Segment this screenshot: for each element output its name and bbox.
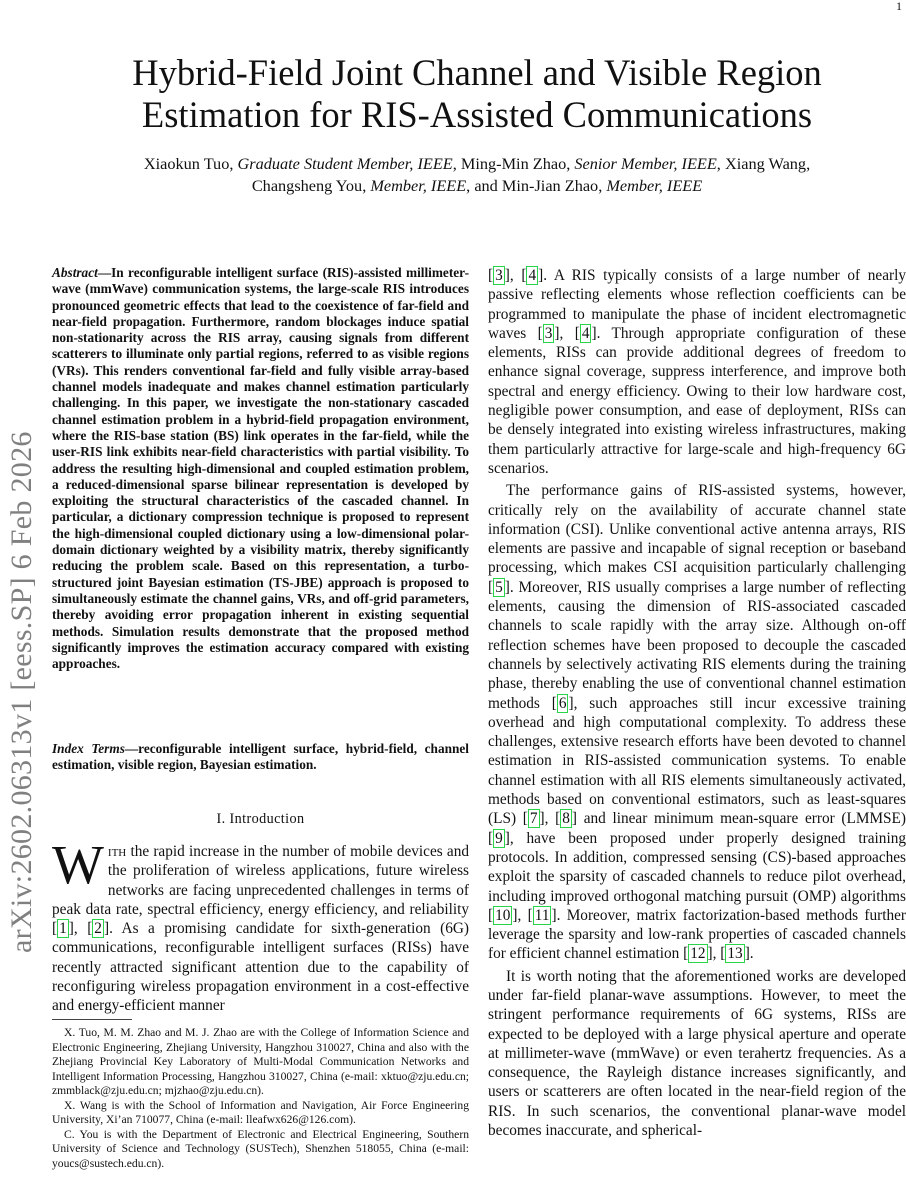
footnote-affiliation: X. Tuo, M. M. Zhao and M. J. Zhao are with the College of Information Science and Electronic Engineering, Zhejiang University, Hangzhou 310027, China and also with the Zhejiang Provincial Key Laboratory of Multi-Modal Communication Networks and Intelligent Information Processing, Hangzhou 310027, China (e-mail: xktuo@zju.edu.cn; zmmblack@zju.edu.cn; mjzhao@zju.edu.cn). [52,1026,469,1097]
arxiv-stamp: arXiv:2602.06313v1 [eess.SP] 6 Feb 2026 [5,431,38,953]
body-paragraph: It is worth noting that the aforementioned works are developed under far-field planar-wave assumptions. However, to meet the stringent performance requirements of 6G systems, RISs are expected to be deployed with a large physical aperture and operate at millimeter-wave (mmWave) or even terahertz frequencies. As a consequence, the Rayleigh distance increases significantly, and users or scatterers are often located in the near-field region of the RIS. In such scenarios, the conventional planar-wave model becomes inaccurate, and spherical- [488,967,906,1140]
citation-link[interactable]: 7 [529,810,538,828]
citation-link[interactable]: 10 [495,906,511,924]
author-name: Ming-Min Zhao [460,154,567,173]
citation-link[interactable]: 4 [528,267,537,284]
citation-link[interactable]: 3 [544,324,553,342]
index-terms-label: Index Terms [52,741,125,756]
author-name: Xiaokun Tuo [143,154,230,173]
citation-link[interactable]: 2 [94,920,102,938]
body-paragraph: [ 3 ], [ 4 ]. A RIS typically consists of a large number of nearly passive reflecting elements whose reflection coefficients can be programmed to manipulate the phase of incident electromagnetic waves [ 3 ], [ 4 ]. Through appropriate configuration of these elements, RISs can provide additional degrees of freedom to enhance signal coverage, suppress interference, and improve both spectral and energy efficiency. Owing to their low hardware cost, negligible power consumption, and ease of deployment, RISs can be densely integrated into existing wireless infrastructures, making them particularly attractive for large-scale and high-frequency 6G scenarios. [488,267,906,477]
author-role: Graduate Student Member, IEEE [237,154,453,173]
citation-link[interactable]: 5 [495,578,503,596]
author-name: Changsheng You [251,176,363,195]
index-terms-text: —reconfigurable intelligent surface, hybrid-field, channel estimation, visible region, Bayesian estimation. [52,741,469,773]
author-role: Member, IEEE [370,176,467,195]
intro-text: the rapid increase in the number of mobile devices and the proliferation of wireless applications, future wireless networks are facing unprecedented challenges in terms of peak data rate, spectral efficiency, energy efficiency, and reliability [ 1 ], [ 2 ]. As a promising candidate for sixth-generation (6G) communications, reconfigurable intelligent surfaces (RISs) have recently attracted significant attention due to the capability of reconfiguring wireless propagation environment in a cost-effective and energy-efficient manner [52,843,469,1015]
citation-link[interactable]: 8 [562,810,570,828]
intro-paragraph [52,834,469,1016]
citation-link[interactable]: 12 [690,945,706,963]
body-paragraph: The performance gains of RIS-assisted systems, however, critically rely on the availability of accurate channel state information (CSI). Unlike conventional active antenna arrays, RIS elements are passive and incapable of signal reception or baseband processing, which makes CSI acquisition particularly challenging [ 5 ]. Moreover, RIS usually comprises a large number of reflecting elements, causing the dimension of RIS-associated cascaded channels to scale rapidly with the array size. Although on-off reflection schemes have been proposed to decouple the cascaded channels by selectively activating RIS elements during the training phase, thereby enabling the use of conventional channel estimation methods [ 6 ], such approaches still incur excessive training overhead and high computational complexity. To address these challenges, extensive research efforts have been devoted to channel estimation in RIS-assisted communication systems. To enable channel estimation with all RIS elements simultaneously activated, methods based on conventional estimators, such as least-squares (LS) [ 7 ], [ 8 ] and linear minimum mean-square error (LMMSE) [ 9 ], have been proposed under properly designed training protocols. In addition, compressed sensing (CS)-based approaches exploit the sparsity of cascaded channels to reduce pilot overhead, including improved orthogonal matching pursuit (OMP) algorithms [ 10 ], [ 11 ]. Moreover, matrix factorization-based methods further leverage the sparsity and low-rank properties of cascaded channels for efficient channel estimation [ 12 ], [ 13 ]. [488,482,906,963]
drop-cap: W [52,834,104,895]
title-line-2: Estimation for RIS-Assisted Communications [141,94,813,135]
intro-lead-caps: ith [107,843,127,860]
citation-link[interactable]: 9 [495,829,503,847]
citation-link[interactable]: 13 [727,945,743,963]
footnote-affiliation: X. Wang is with the School of Information and Navigation, Air Force Engineering University, Xi’an 710077, China (e-mail: lleafwx626@126.com). [52,1098,469,1126]
citation-link[interactable]: 6 [558,694,567,712]
abstract-text: —In reconfigurable intelligent surface (RIS)-assisted millimeter-wave (mmWave) communication systems, the large-scale RIS introduces pronounced geometric effects that lead to the coexistence of far-field and near-field propagation. Furthermore, random blockages induce spatial non-stationarity across the RIS array, causing signals from different scatterers to illuminate only partial regions, referred to as visible regions (VRs). This renders conventional far-field and fully visible array-based channel models inadequate and makes channel estimation particularly challenging. In this paper, we investigate the non-stationary cascaded channel estimation problem in a hybrid-field propagation environment, where the RIS-base station (BS) link operates in the far-field, while the user-RIS link exhibits near-field characteristics with partial visibility. To address the resulting high-dimensional and coupled estimation problem, a reduced-dimensional sparse bilinear representation is developed by exploiting the structural characteristics of the cascaded channel. In particular, a dictionary compression technique is proposed to represent the high-dimensional coupled dictionary using a low-dimensional polar-domain dictionary weighted by a visibility matrix, thereby significantly reducing the problem scale. Based on this representation, a turbo-structured joint Bayesian estimation (TS-JBE) approach is proposed to simultaneously estimate the channel gains, VRs, and off-grid parameters, thereby avoiding error propagation inherent in existing sequential methods. Simulation results demonstrate that the proposed method significantly improves the estimation accuracy compared with existing approaches. [52,265,469,672]
author-name: Xiang Wang [724,154,807,173]
author-list: Xiaokun Tuo, Graduate Student Member, IEEE, Ming-Min Zhao, Senior Member, IEEE, Xiang Wang, Changsheng You, Member, IEEE, and Min-Jian Zhao, Member, IEEE [143,154,811,195]
author-role: Senior Member, IEEE [574,154,717,173]
abstract [52,265,469,672]
footnotes [52,1026,469,1171]
author-role: Member, IEEE [606,176,703,195]
right-column-text [488,266,906,1140]
title-line-1: Hybrid-Field Joint Channel and Visible Region [132,52,822,93]
footnote-affiliation: C. You is with the Department of Electronic and Electrical Engineering, Southern University of Science and Technology (SUSTech), Shenzhen 518055, China (e-mail: youcs@sustech.edu.cn). [52,1127,469,1170]
citation-link[interactable]: 3 [495,267,503,284]
page-number: 1 [896,0,902,13]
citation-link[interactable]: 4 [581,324,590,342]
index-terms [52,741,469,774]
citation-link[interactable]: 1 [59,920,67,938]
citation-link[interactable]: 11 [534,906,550,924]
section-heading: I. Introduction [216,811,305,827]
paper-title [40,52,906,136]
footnote-rule [52,1019,132,1020]
abstract-label: Abstract [52,265,98,280]
author-name: Min-Jian Zhao [501,176,599,195]
